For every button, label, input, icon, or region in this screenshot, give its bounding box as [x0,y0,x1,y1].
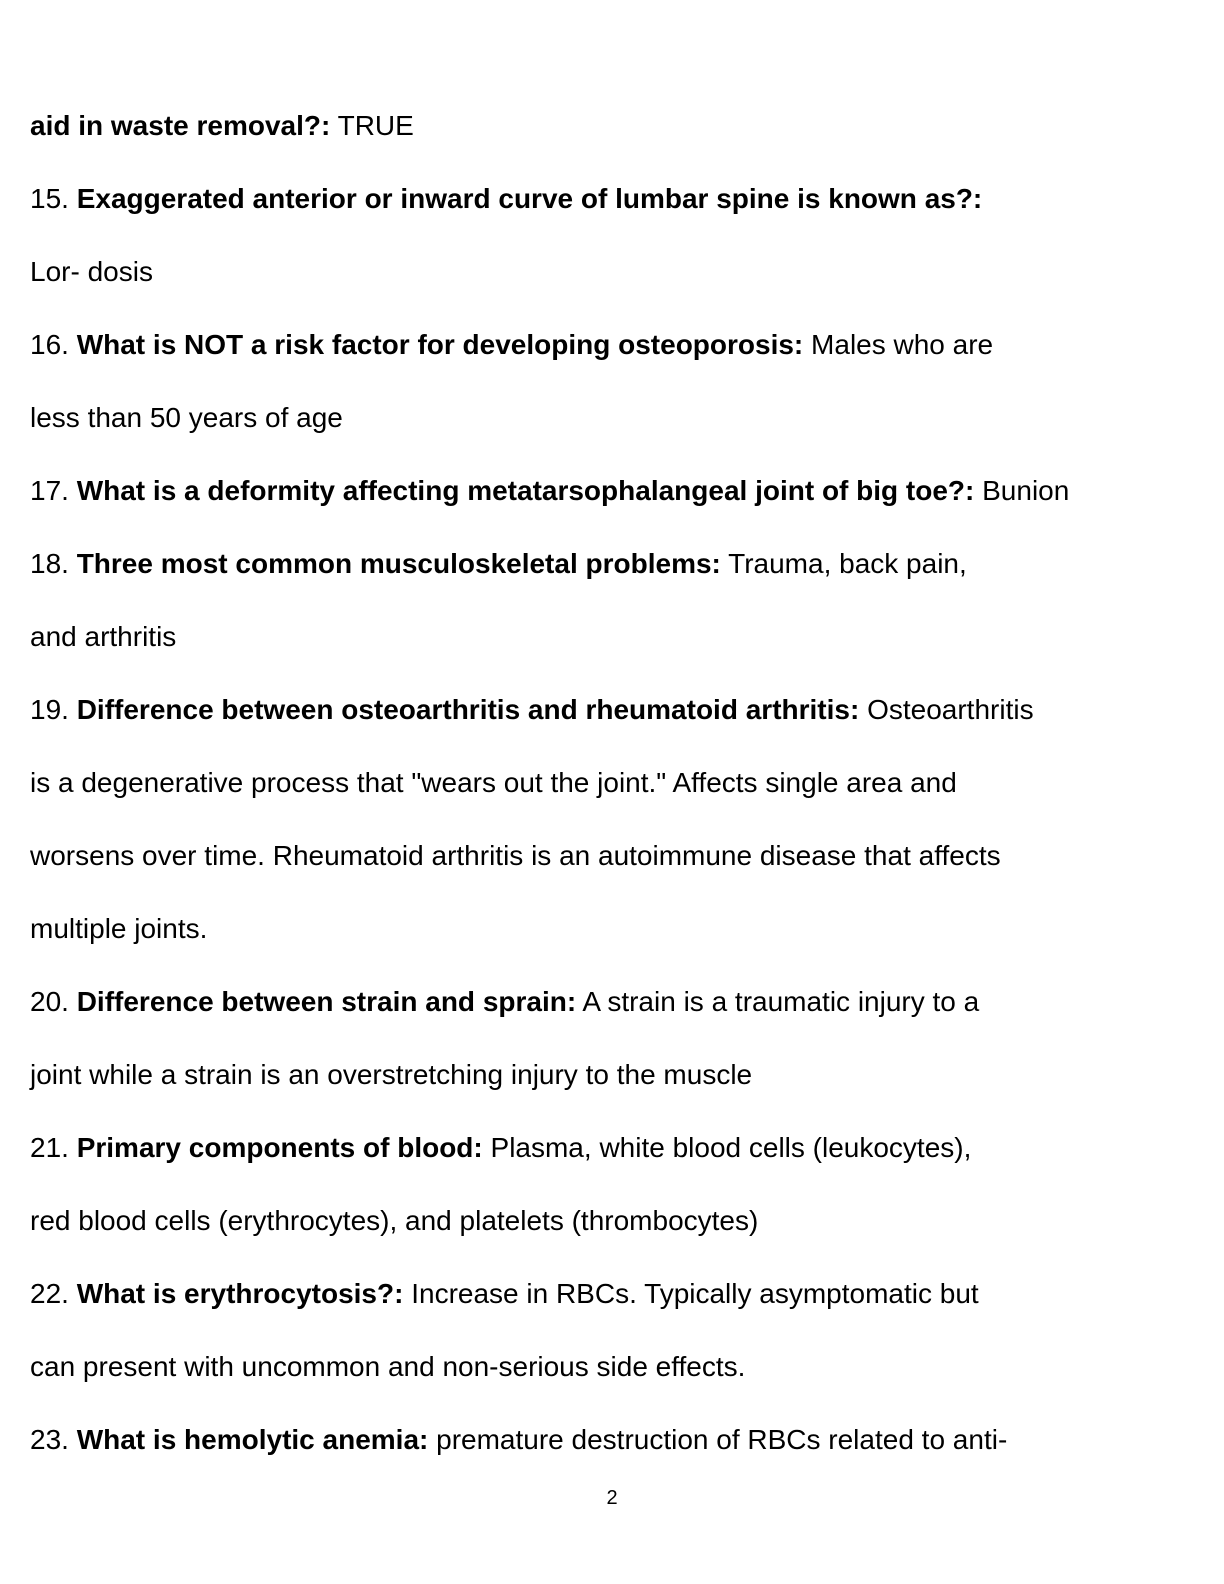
item-number: 15. [30,183,77,214]
answer-text: Increase in RBCs. Typically asymptomatic but [403,1278,979,1309]
item-number: 18. [30,548,77,579]
text-line [30,984,979,1020]
answer-text: Males who are [803,329,994,360]
text-line [30,181,982,217]
text-line [30,1057,752,1093]
item-number: 22. [30,1278,77,1309]
item-number: 16. [30,329,77,360]
text-line [30,911,207,947]
item-number: 21. [30,1132,77,1163]
question-text: What is NOT a risk factor for developing osteoporosis: [76,329,804,360]
answer-text: worsens over time. Rheumatoid arthritis is an autoimmune disease that affects [30,840,1001,871]
answer-text: Bunion [974,475,1070,506]
answer-text: multiple joints. [30,913,208,944]
answer-text: joint while a strain is an overstretching injury to the muscle [30,1059,753,1090]
question-text: Difference between strain and sprain: [76,986,577,1017]
answer-text: A strain is a traumatic injury to a [576,986,980,1017]
question-text: What is erythrocytosis?: [76,1278,404,1309]
text-line [30,254,153,290]
answer-text: premature destruction of RBCs related to anti- [428,1424,1008,1455]
question-text: Difference between osteoarthritis and rheumatoid arthritis: [76,694,860,725]
item-number: 20. [30,986,77,1017]
text-line [30,1203,758,1239]
text-line [30,327,993,363]
item-number: 23. [30,1424,77,1455]
answer-text: Osteoarthritis [859,694,1034,725]
text-line [30,108,414,144]
text-line [30,1130,971,1166]
text-line [30,838,1001,874]
text-line [30,546,967,582]
page-number: 2 [606,1487,618,1509]
question-text: What is a deformity affecting metatarsophalangeal joint of big toe?: [76,475,975,506]
question-text: Primary components of blood: [76,1132,483,1163]
answer-text: Trauma, back pain, [720,548,967,579]
answer-text: TRUE [330,110,414,141]
text-line [30,400,343,436]
question-text: Three most common musculoskeletal problems: [76,548,721,579]
answer-text: less than 50 years of age [30,402,343,433]
question-text: What is hemolytic anemia: [76,1424,429,1455]
answer-text: Plasma, white blood cells (leukocytes), [482,1132,972,1163]
question-text: aid in waste removal?: [30,110,331,141]
item-number: 19. [30,694,77,725]
answer-text: red blood cells (erythrocytes), and platelets (thrombocytes) [30,1205,759,1236]
text-line [30,619,176,655]
text-line [30,765,957,801]
question-text: Exaggerated anterior or inward curve of lumbar spine is known as?: [76,183,983,214]
item-number: 17. [30,475,77,506]
answer-text: Lor- dosis [30,256,153,287]
answer-text: can present with uncommon and non-serious side effects. [30,1351,746,1382]
text-line [30,1349,745,1385]
answer-text: is a degenerative process that "wears out the joint." Affects single area and [30,767,957,798]
text-line [30,692,1034,728]
answer-text: and arthritis [30,621,177,652]
text-line [30,473,1069,509]
text-line [30,1276,979,1312]
text-line [30,1422,1007,1458]
